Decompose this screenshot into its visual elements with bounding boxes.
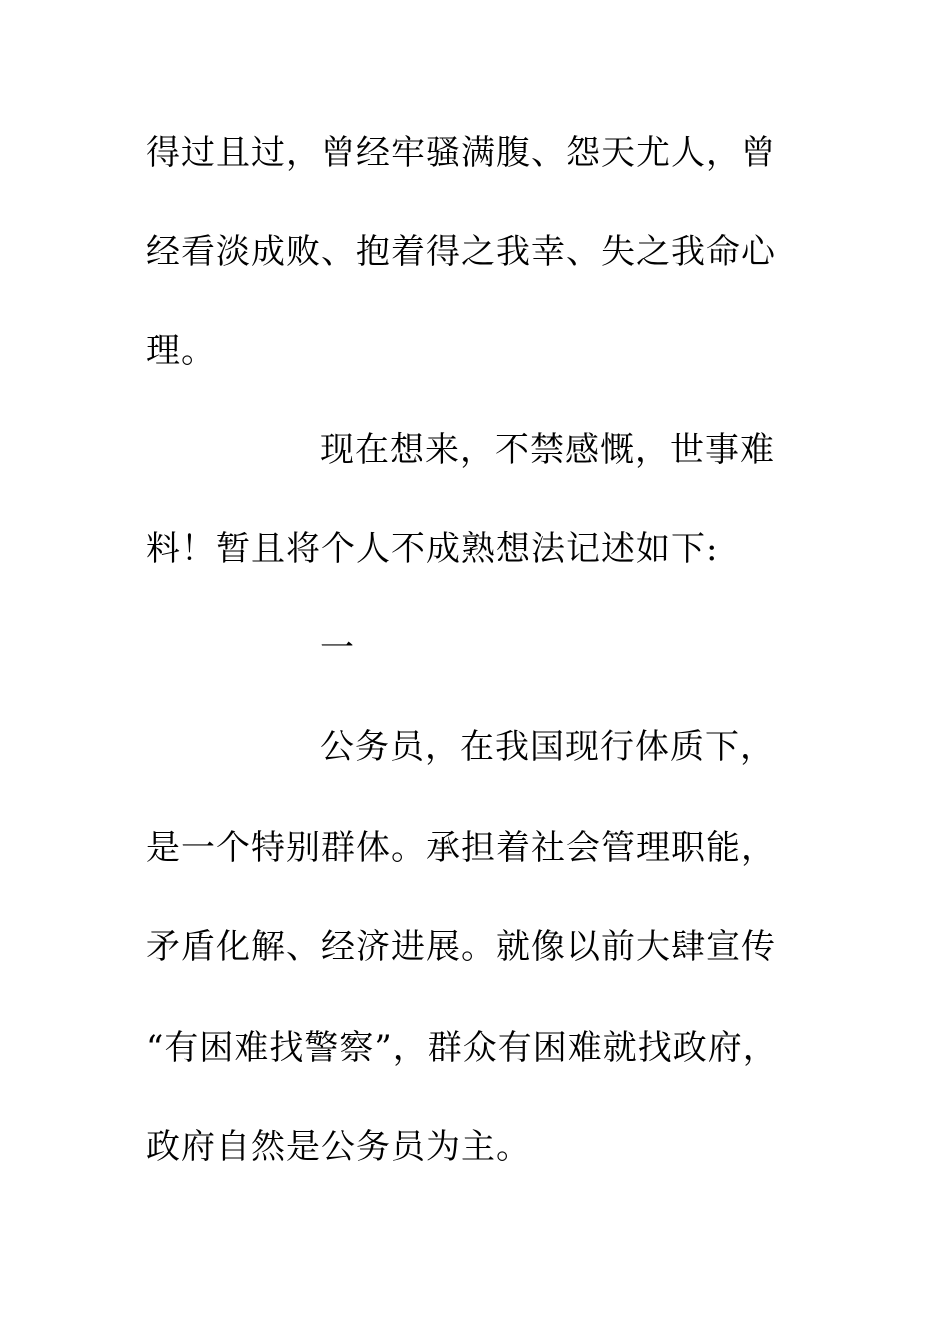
text-line-7: 公务员，在我国现行体质下， [320, 727, 775, 767]
text-line-10: “有困难找警察”，群众有困难就找政府， [146, 1028, 778, 1068]
text-line-8: 是一个特别群体。承担着社会管理职能， [146, 828, 776, 868]
text-line-9: 矛盾化解、经济进展。就像以前大肆宣传 [146, 927, 776, 967]
text-line-2: 经看淡成败、抱着得之我幸、失之我命心 [146, 232, 776, 272]
text-line-1: 得过且过，曾经牢骚满腹、怨天尤人，曾 [146, 133, 776, 173]
text-line-3: 理。 [146, 331, 216, 371]
text-line-11: 政府自然是公务员为主。 [146, 1127, 531, 1167]
text-line-5: 料！暂且将个人不成熟想法记述如下: [146, 529, 719, 569]
section-heading: 一 [320, 628, 355, 668]
text-line-4: 现在想来，不禁感慨，世事难 [320, 430, 775, 470]
